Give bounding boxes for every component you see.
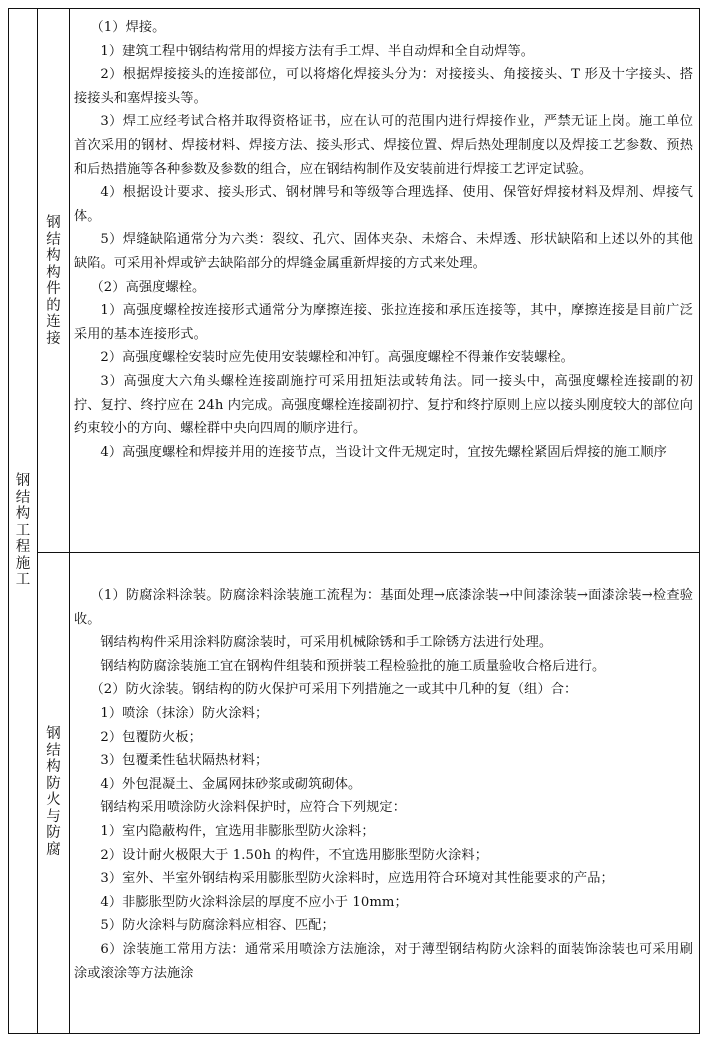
vertical-char: 构 (15, 506, 31, 522)
paragraph: 1）高强度螺栓按连接形式通常分为摩擦连接、张拉连接和承压连接等，其中，摩擦连接是目前广泛采用的基本连接形式。 (74, 303, 693, 342)
vertical-char: 钢 (46, 215, 61, 231)
vertical-char: 与 (46, 808, 61, 825)
section-body-fire-corrosion (70, 584, 699, 985)
paragraph: 3）室外、半室外钢结构采用膨胀型防火涂料时，应选用符合环境对其性能要求的产品； (100, 871, 614, 887)
vertical-char: 程 (15, 539, 31, 555)
section-title-cell (38, 9, 70, 552)
paragraph: 3）包覆柔性毡状隔热材料； (100, 753, 269, 769)
section-title-connection (38, 215, 69, 347)
section-body-connection (70, 16, 699, 464)
vertical-char: 结 (46, 231, 61, 248)
paragraph: （1）焊接。 (90, 20, 166, 35)
paragraph: （1）防腐涂料涂装。防腐涂料涂装施工流程为：基面处理→底漆涂装→中间漆涂装→面漆涂装→检查验收。 (74, 588, 693, 627)
row-divider (38, 552, 699, 553)
main-category-cell (9, 9, 38, 1033)
vertical-char: 构 (46, 759, 61, 775)
paragraph: 钢结构构件采用涂料防腐涂装时，可采用机械除锈和手工除锈方法进行处理。 (100, 635, 553, 651)
paragraph: 4）外包混凝土、金属网抹砂浆或砌筑砌体。 (100, 776, 362, 792)
vertical-char: 结 (15, 489, 31, 506)
paragraph: 钢结构防腐涂装施工宜在钢构件组装和预拼装工程检验批的施工质量验收合格后进行。 (100, 658, 606, 674)
vertical-char: 钢 (15, 473, 31, 489)
paragraph: 2）包覆防火板； (100, 729, 202, 745)
vertical-char: 件 (46, 281, 61, 297)
paragraph: 4）根据设计要求、接头形式、钢材牌号和等级等合理选择、使用、保管好焊接材料及焊剂、焊接气体。 (74, 185, 693, 224)
paragraph: 2）高强度螺栓安装时应先使用安装螺栓和冲钉。高强度螺栓不得兼作安装螺栓。 (100, 350, 574, 366)
vertical-char: 防 (46, 775, 61, 792)
paragraph: 5）焊缝缺陷通常分为六类：裂纹、孔穴、固体夹杂、未熔合、未焊透、形状缺陷和上述以外的其他缺陷。可采用补焊或铲去缺陷部分的焊缝金属重新焊接的方式来处理。 (74, 232, 693, 271)
paragraph: 6）涂装施工常用方法：通常采用喷涂方法施涂，对于薄型钢结构防火涂料的面装饰涂装也可采用刷涂或滚涂等方法施涂 (74, 941, 693, 981)
paragraph: 2）根据焊接接头的连接部位，可以将熔化焊接头分为：对接接头、角接接头、T 形及十字接头、搭接接头和塞焊接头等。 (74, 67, 693, 106)
vertical-char: 结 (46, 742, 61, 759)
paragraph: 1）室内隐蔽构件，宜选用非膨胀型防火涂料； (100, 823, 375, 839)
vertical-char: 钢 (46, 726, 61, 742)
paragraph: 4）非膨胀型防火涂料涂层的厚度不应小于 10mm； (100, 894, 408, 910)
main-category-label (9, 473, 37, 589)
vertical-char: 腐 (46, 841, 61, 858)
vertical-char: 接 (46, 330, 61, 347)
vertical-char: 工 (15, 522, 31, 539)
paragraph: （2）高强度螺栓。 (90, 279, 206, 295)
paragraph: 钢结构采用喷涂防火涂料保护时，应符合下列规定： (100, 800, 407, 816)
vertical-char: 工 (15, 572, 31, 588)
paragraph: 1）喷涂（抹涂）防火涂料； (100, 705, 269, 721)
paragraph: 3）焊工应经考试合格并取得资格证书，应在认可的范围内进行焊接作业，严禁无证上岗。施工单位首次采用的钢材、焊接材料、焊接方法、接头形式、焊接位置、焊后热处理制度以及焊接工艺参数、预热和后热措施等各种参数及参数的组合，应在钢结构制作及安装前进行焊接工艺评定试验。 (74, 114, 693, 177)
section-title-cell (38, 552, 70, 1033)
content-table (8, 8, 700, 1034)
vertical-char: 构 (46, 264, 61, 281)
vertical-char: 防 (46, 825, 61, 841)
paragraph: 4）高强度螺栓和焊接并用的连接节点，当设计文件无规定时，宜按先螺栓紧固后焊接的施工顺序 (100, 444, 667, 460)
vertical-char: 连 (46, 314, 61, 330)
vertical-char: 施 (15, 555, 31, 572)
paragraph: （2）防火涂装。钢结构的防火保护可采用下列措施之一或其中几种的复（组）合： (90, 682, 578, 698)
paragraph: 5）防火涂料与防腐涂料应相容、匹配； (100, 918, 335, 934)
vertical-char: 构 (46, 248, 61, 264)
section-title-fire-corrosion (38, 726, 69, 858)
vertical-char: 火 (46, 792, 61, 808)
paragraph: 2）设计耐火极限大于 1.50h 的构件，不宜选用膨胀型防火涂料； (100, 847, 489, 863)
paragraph: 1）建筑工程中钢结构常用的焊接方法有手工焊、半自动焊和全自动焊等。 (100, 43, 535, 59)
vertical-char: 的 (46, 297, 61, 314)
paragraph: 3）高强度大六角头螺栓连接副施拧可采用扭矩法或转角法。同一接头中，高强度螺栓连接副的初拧、复拧、终拧应在 24h 内完成。高强度螺栓连接副初拧、复拧和终拧原则上应以接头刚度较大的部位向约束较小的方向、螺栓群中央向四周的顺序进行。 (74, 373, 693, 437)
